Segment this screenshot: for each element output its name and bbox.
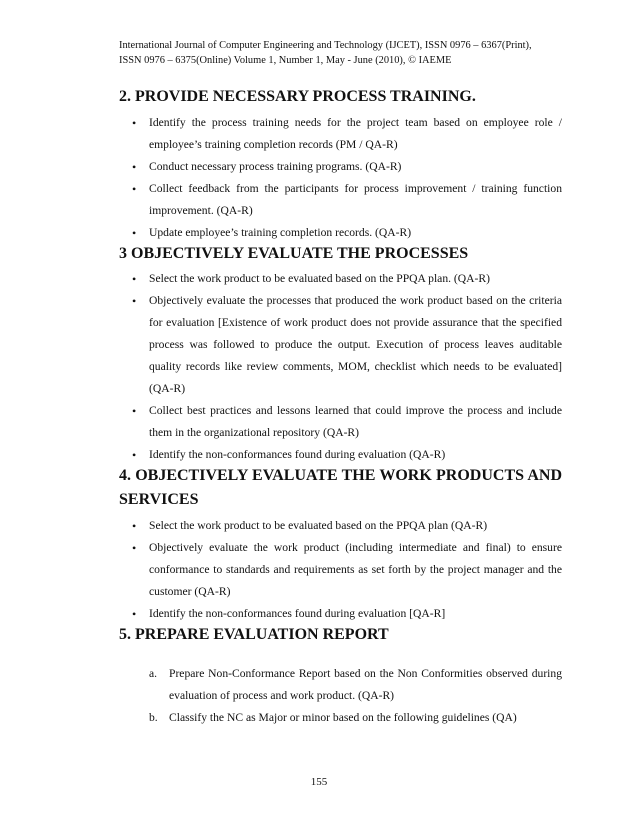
list-item: • Update employee’s training completion records. (QA-R): [132, 222, 562, 244]
section-2-heading: 2. PROVIDE NECESSARY PROCESS TRAINING.: [119, 88, 476, 105]
bullet-icon: •: [132, 294, 137, 308]
list-item: • Identify the non-conformances found during evaluation [QA-R]: [132, 603, 562, 625]
bullet-icon: •: [132, 226, 137, 240]
bullet-icon: •: [132, 272, 137, 286]
bullet-icon: •: [132, 541, 137, 555]
bullet-icon: •: [132, 519, 137, 533]
header-line-1: International Journal of Computer Engineering and Technology (IJCET), ISSN 0976 – 6367(Print),: [119, 40, 532, 51]
list-item: • Objectively evaluate the work product (including intermediate and final) to ensure conformance to standards and requirements as set forth by the project manager and the customer (QA-R): [132, 537, 562, 603]
bullet-icon: •: [132, 182, 137, 196]
section-4-heading-continued: SERVICES: [119, 491, 199, 508]
list-item: • Collect feedback from the participants for process improvement / training function improvement. (QA-R): [132, 178, 562, 222]
bullet-icon: •: [132, 448, 137, 462]
section-5-heading: 5. PREPARE EVALUATION REPORT: [119, 626, 389, 643]
list-item: • Identify the process training needs for the project team based on employee role / employee’s training completion records (PM / QA-R): [132, 112, 562, 156]
list-marker: b.: [149, 711, 158, 724]
section-3-heading: 3 OBJECTIVELY EVALUATE THE PROCESSES: [119, 245, 469, 262]
bullet-icon: •: [132, 160, 137, 174]
page-number: 155: [310, 776, 328, 788]
list-item: • Objectively evaluate the processes that produced the work product based on the criteria for evaluation [Existence of work product does not provide assurance that the specified process was followed to produce the output. Execution of process leaves auditable quality records like review comments, MOM, checklist which needs to be evaluated] (QA-R): [132, 290, 562, 400]
header-line-2: ISSN 0976 – 6375(Online) Volume 1, Number 1, May - June (2010), © IAEME: [119, 55, 452, 66]
section-4-heading: 4. OBJECTIVELY EVALUATE THE WORK PRODUCTS AND: [119, 467, 562, 484]
bullet-icon: •: [132, 404, 137, 418]
journal-header: [119, 38, 539, 68]
bullet-icon: •: [132, 116, 137, 130]
list-item: b. Classify the NC as Major or minor based on the following guidelines (QA): [149, 707, 562, 729]
bullet-icon: •: [132, 607, 137, 621]
list-item: a. Prepare Non-Conformance Report based on the Non Conformities observed during evaluation of process and work product. (QA-R): [149, 663, 562, 707]
list-item: • Conduct necessary process training programs. (QA-R): [132, 156, 562, 178]
list-item: • Select the work product to be evaluated based on the PPQA plan (QA-R): [132, 515, 562, 537]
list-marker: a.: [149, 667, 158, 680]
list-item: • Identify the non-conformances found during evaluation (QA-R): [132, 444, 562, 466]
list-item: • Collect best practices and lessons learned that could improve the process and include them in the organizational repository (QA-R): [132, 400, 562, 444]
list-item: • Select the work product to be evaluated based on the PPQA plan. (QA-R): [132, 268, 562, 290]
